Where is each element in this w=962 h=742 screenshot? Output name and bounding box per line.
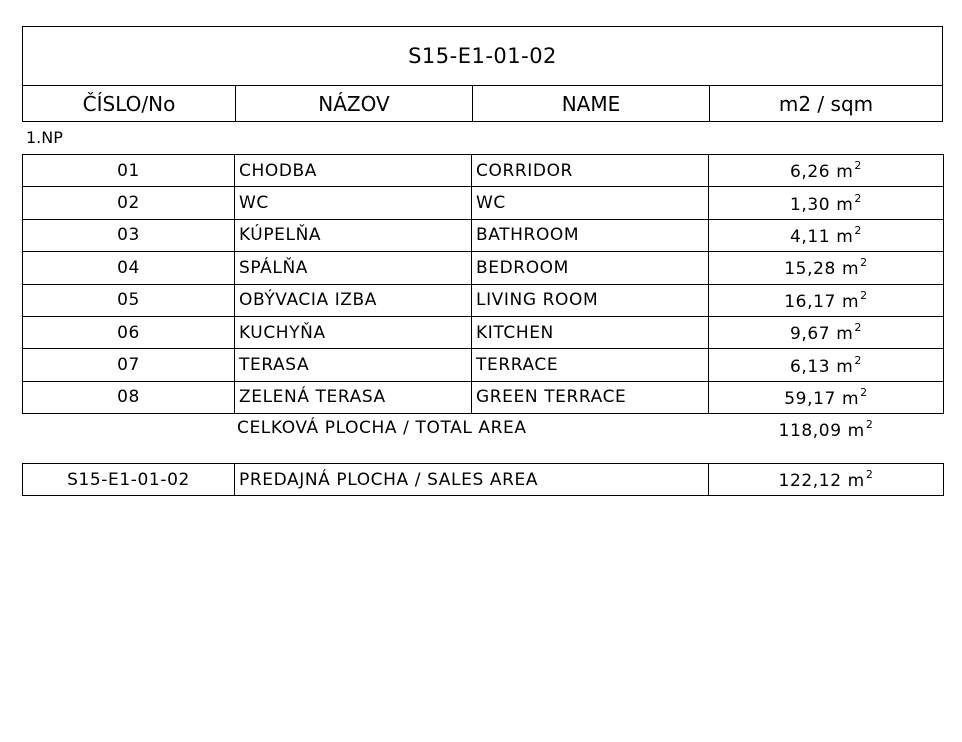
room-area-value: 6,26 xyxy=(789,162,831,183)
room-number: 07 xyxy=(23,349,235,381)
room-area-unit: m xyxy=(836,226,854,247)
sales-code: S15-E1-01-02 xyxy=(23,464,235,496)
room-area-cell xyxy=(709,187,944,219)
room-name-sk: TERASA xyxy=(235,349,472,381)
room-name-en: BATHROOM xyxy=(472,219,709,251)
room-row xyxy=(23,252,944,284)
room-number: 03 xyxy=(23,219,235,251)
rooms-table xyxy=(22,154,944,414)
sales-unit-sup: 2 xyxy=(865,468,874,482)
room-area-value: 1,30 xyxy=(789,194,831,215)
sales-table xyxy=(22,463,944,496)
sales-row xyxy=(23,464,944,496)
total-area-unit: m xyxy=(847,421,865,441)
column-header-number: ČÍSLO/No xyxy=(82,91,176,116)
room-area-value: 4,11 xyxy=(789,226,831,247)
room-number: 02 xyxy=(23,187,235,219)
room-name-en: CORRIDOR xyxy=(472,155,709,187)
room-number: 06 xyxy=(23,316,235,348)
room-name-sk: CHODBA xyxy=(235,155,472,187)
column-header-area: m2 / sqm xyxy=(709,86,942,121)
room-number: 08 xyxy=(23,381,235,413)
column-header-name-sk: NÁZOV xyxy=(235,86,472,121)
room-name-en: GREEN TERRACE xyxy=(472,381,709,413)
room-row xyxy=(23,187,944,219)
room-area-unit-sup: 2 xyxy=(854,223,863,237)
room-number: 05 xyxy=(23,284,235,316)
room-area-cell xyxy=(709,219,944,251)
room-area-unit-sup: 2 xyxy=(860,385,868,399)
room-area-cell xyxy=(709,252,944,284)
room-area-value: 6,13 xyxy=(789,356,831,377)
sales-value-cell xyxy=(709,464,944,496)
sales-label: PREDAJNÁ PLOCHA / SALES AREA xyxy=(235,464,709,496)
room-number: 01 xyxy=(23,155,235,187)
total-area-value xyxy=(709,418,943,441)
room-area-unit-sup: 2 xyxy=(854,159,863,173)
room-area-value: 16,17 xyxy=(784,291,836,312)
floor-label: 1.NP xyxy=(26,128,63,147)
room-area-cell xyxy=(709,349,944,381)
room-name-sk: KUCHYŇA xyxy=(235,316,472,348)
room-name-en: KITCHEN xyxy=(472,316,709,348)
sales-unit: m xyxy=(847,471,865,492)
room-row xyxy=(23,219,944,251)
room-area-unit-sup: 2 xyxy=(854,353,863,367)
room-area-unit: m xyxy=(836,162,854,183)
schedule-header-block xyxy=(22,26,943,122)
room-name-en: TERRACE xyxy=(472,349,709,381)
schedule-title: S15-E1-01-02 xyxy=(408,44,557,68)
room-name-sk: ZELENÁ TERASA xyxy=(235,381,472,413)
total-area-unit-sup: 2 xyxy=(865,418,874,431)
room-name-en: LIVING ROOM xyxy=(472,284,709,316)
room-name-sk: SPÁLŇA xyxy=(235,252,472,284)
room-area-unit-sup: 2 xyxy=(854,321,863,335)
room-row xyxy=(23,316,944,348)
room-area-unit: m xyxy=(836,356,854,377)
room-row xyxy=(23,155,944,187)
room-row xyxy=(23,381,944,413)
sales-value: 122,12 xyxy=(778,471,842,492)
room-area-value: 9,67 xyxy=(789,324,831,345)
room-name-sk: OBÝVACIA IZBA xyxy=(235,284,472,316)
room-area-unit: m xyxy=(841,291,860,312)
room-area-cell xyxy=(709,381,944,413)
room-area-unit-sup: 2 xyxy=(860,256,868,270)
room-area-unit-sup: 2 xyxy=(854,191,863,205)
room-name-sk: WC xyxy=(235,187,472,219)
total-area-number: 118,09 xyxy=(778,421,842,441)
room-area-unit-sup: 2 xyxy=(860,288,868,302)
room-area-unit: m xyxy=(841,259,860,280)
total-area-label: CELKOVÁ PLOCHA / TOTAL AREA xyxy=(237,418,527,438)
room-row xyxy=(23,349,944,381)
room-name-en: BEDROOM xyxy=(472,252,709,284)
room-area-unit: m xyxy=(836,324,854,345)
room-area-cell xyxy=(709,155,944,187)
column-header-name-en: NAME xyxy=(472,86,709,121)
room-area-value: 15,28 xyxy=(784,259,836,280)
room-row xyxy=(23,284,944,316)
room-area-cell xyxy=(709,316,944,348)
room-area-cell xyxy=(709,284,944,316)
room-name-en: WC xyxy=(472,187,709,219)
room-area-value: 59,17 xyxy=(784,388,836,409)
room-number: 04 xyxy=(23,252,235,284)
room-area-unit: m xyxy=(836,194,854,215)
room-area-unit: m xyxy=(841,388,860,409)
room-name-sk: KÚPELŇA xyxy=(235,219,472,251)
